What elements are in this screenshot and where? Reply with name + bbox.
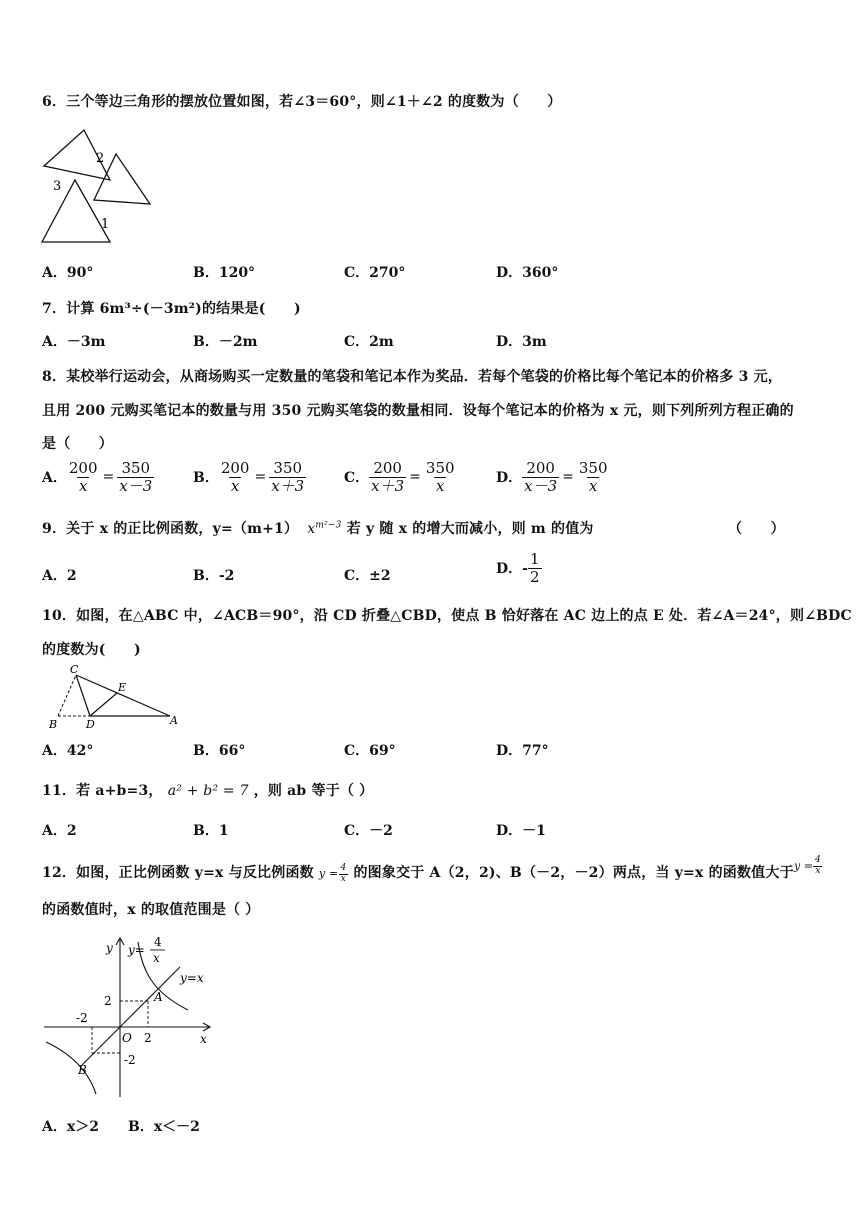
- q9-option-c: C．±2: [344, 568, 391, 584]
- q10-figure: [44, 664, 184, 732]
- q12-inline-fn-2: y = $\frac{4}{x}$: [794, 855, 821, 876]
- q10-option-b: B．66°: [193, 743, 246, 759]
- q9-option-b: B．-2: [193, 568, 235, 584]
- q10-label-b: B: [49, 718, 58, 731]
- q12-tick-y-neg2: -2: [124, 1053, 136, 1067]
- q12-hyperbola-label-den: x: [153, 951, 160, 965]
- q10-stem-line1: 10．如图，在△ABC 中，∠ACB＝90°，沿 CD 折叠△CBD，使点 B 恰好落在 AC 边上的点 E 处．若∠A＝24°，则∠BDC: [42, 608, 852, 624]
- q10-stem-line2: 的度数为( ): [42, 642, 141, 658]
- q12-line-label: y=x: [180, 971, 204, 985]
- q8-option-a-label: A．: [42, 470, 67, 486]
- q9-answer-paren: （ ）: [728, 521, 785, 537]
- q12-hyperbola-label-num: 4: [154, 935, 162, 949]
- q11-stem-post: ，则 ab 等于（ ）: [253, 783, 374, 799]
- q12-option-a: A．x＞2: [42, 1119, 99, 1135]
- q12-tick-x-2: 2: [144, 1031, 152, 1045]
- q9-power: $x^{m^2-3}$: [307, 520, 342, 537]
- q7-option-b: B．－2m: [193, 334, 258, 350]
- q8-stem-line1: 8．某校举行运动会，从商场购买一定数量的笔袋和笔记本作为奖品．若每个笔袋的价格比每个笔记本的价格多 3 元，: [42, 369, 783, 385]
- q8-stem-line3: 是（ ）: [42, 436, 113, 452]
- q12-stem-line1: [42, 862, 794, 884]
- q8-option-c-frac-left: $\frac{200}{x+3}$: [371, 459, 405, 495]
- q11-stem: [42, 780, 373, 800]
- q12-stem-line2: 的函数值时，x 的取值范围是（ ）: [42, 902, 260, 918]
- q8-option-c: C． $\frac{200}{x+3}$ = $\frac{350}{x}$: [344, 459, 455, 495]
- q12-stem-pre: 12．如图，正比例函数 y=x 与反比例函数: [42, 865, 314, 881]
- q11-option-b: B．1: [193, 823, 229, 839]
- q10-segment-de: [90, 693, 117, 716]
- q12-hyperbola-q3: [46, 1042, 96, 1094]
- q10-option-a: A．42°: [42, 743, 94, 759]
- q6-label-3: 3: [53, 179, 62, 194]
- q8-option-b-frac-right: $\frac{350}{x+3}$: [271, 459, 305, 495]
- q9-option-a: A．2: [42, 568, 77, 584]
- q11-option-d: D．－1: [496, 823, 546, 839]
- q6-option-a: A．90°: [42, 265, 94, 281]
- q12-tick-x-neg2: -2: [76, 1011, 88, 1025]
- q12-line-yx: [82, 967, 180, 1065]
- q11-option-a: A．2: [42, 823, 77, 839]
- q6-option-d: D．360°: [496, 265, 559, 281]
- q7-option-c: C．2m: [344, 334, 394, 350]
- q7-option-a: A．－3m: [42, 334, 106, 350]
- q12-hyperbola-label: y=: [128, 943, 145, 957]
- q10-segment-bc: [58, 675, 76, 716]
- q10-label-a: A: [170, 714, 178, 727]
- q12-option-b: B．x＜－2: [128, 1119, 200, 1135]
- q6-figure: [38, 128, 158, 248]
- q6-label-1: 1: [101, 217, 110, 232]
- q12-stem-mid: 的图象交于 A（2，2)、B（－2，－2）两点，当 y=x 的函数值大于: [353, 865, 794, 881]
- q9-option-d: [496, 551, 542, 585]
- q10-option-d: D．77°: [496, 743, 549, 759]
- q6-label-2: 2: [96, 151, 105, 166]
- q6-option-b: B．120°: [193, 265, 256, 281]
- q10-label-d: D: [86, 718, 95, 731]
- q12-y-axis-label: y: [106, 941, 113, 955]
- q8-option-a-frac-right: $\frac{350}{x-3}$: [119, 459, 153, 495]
- q10-label-c: C: [70, 664, 79, 676]
- q12-origin-label: O: [122, 1031, 132, 1045]
- q11-stem-pre: 11．若 a+b=3，: [42, 783, 163, 799]
- q12-inline-fn-1: y = $\frac{4}{x}$: [318, 862, 347, 884]
- q8-option-b: B． $\frac{200}{x}$ = $\frac{350}{x+3}$: [193, 459, 305, 495]
- q12-point-b: B: [78, 1063, 87, 1077]
- q12-point-a: A: [154, 990, 163, 1004]
- q8-option-d-frac-left: $\frac{200}{x-3}$: [524, 459, 558, 495]
- q12-tick-y-2: 2: [104, 994, 112, 1008]
- q6-option-c: C．270°: [344, 265, 406, 281]
- q8-stem-line2: 且用 200 元购买笔记本的数量与用 350 元购买笔袋的数量相同．设每个笔记本的价格为 x 元，则下列所列方程正确的: [42, 403, 794, 419]
- q10-segment-cd: [76, 675, 90, 716]
- q7-stem: 7．计算 6m³÷(－3m²)的结果是( ): [42, 301, 301, 317]
- q9-stem-pre: 9．关于 x 的正比例函数，y=（m+1）: [42, 521, 299, 537]
- q8-option-d-label: D．: [496, 470, 523, 486]
- q9-stem: [42, 518, 594, 538]
- q11-formula: a² + b² = 7: [167, 783, 249, 799]
- q8-option-b-frac-left: $\frac{200}{x}$: [220, 459, 250, 495]
- q8-option-d-frac-right: $\frac{350}{x}$: [578, 459, 608, 495]
- q12-x-axis-label: x: [200, 1032, 207, 1046]
- q8-option-d: D． $\frac{200}{x-3}$ = $\frac{350}{x}$: [496, 459, 608, 495]
- q12-graph: [40, 930, 220, 1100]
- q6-stem: 6．三个等边三角形的摆放位置如图，若∠3＝60°，则∠1＋∠2 的度数为（ ）: [42, 94, 562, 110]
- q11-option-c: C．－2: [344, 823, 393, 839]
- q9-option-d-label: D．-: [496, 561, 528, 577]
- q8-option-c-label: C．: [344, 470, 370, 486]
- q8-option-a: A． $\frac{200}{x}$ = $\frac{350}{x-3}$: [42, 459, 153, 495]
- q8-option-a-frac-left: $\frac{200}{x}$: [68, 459, 98, 495]
- q10-label-e: E: [118, 681, 127, 694]
- q7-option-d: D．3m: [496, 334, 547, 350]
- q9-option-d-frac: $\frac{1}{2}$: [529, 550, 540, 586]
- q8-option-c-frac-right: $\frac{350}{x}$: [425, 459, 455, 495]
- q10-option-c: C．69°: [344, 743, 396, 759]
- q8-option-b-label: B．: [193, 470, 219, 486]
- q9-stem-post: 若 y 随 x 的增大而减小，则 m 的值为: [346, 521, 594, 537]
